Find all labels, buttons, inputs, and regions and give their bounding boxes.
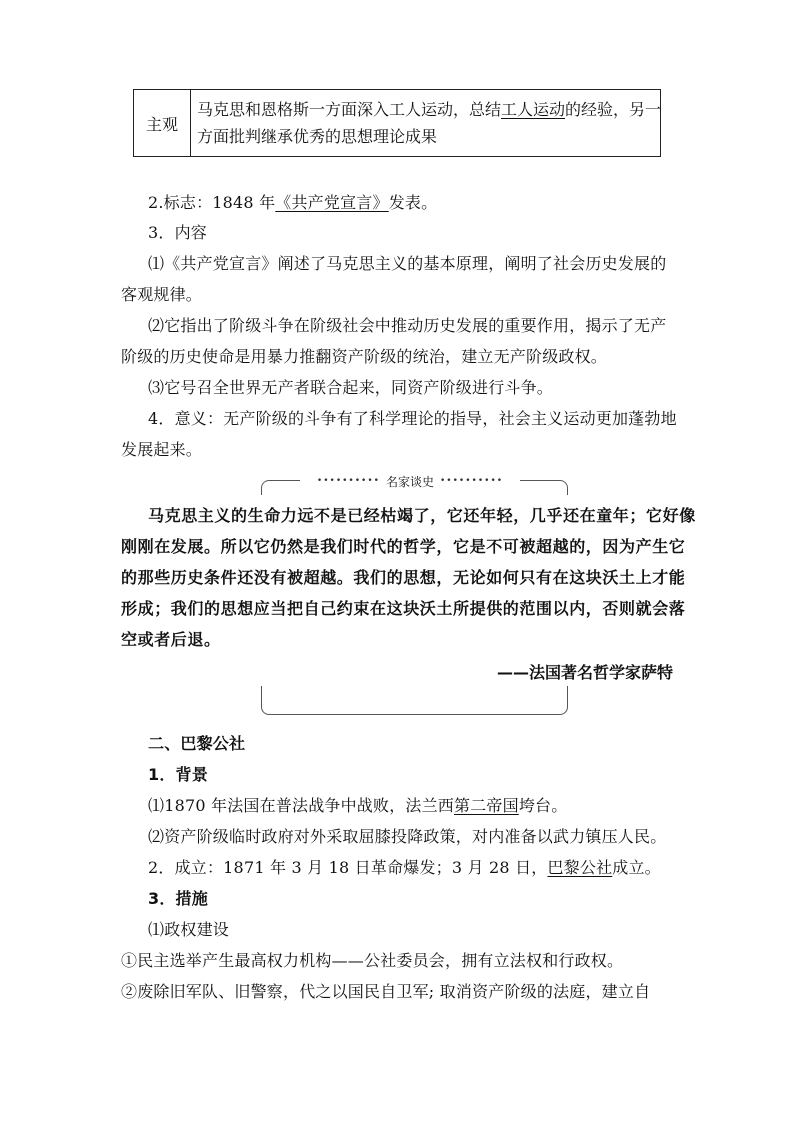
table-divider (190, 90, 191, 156)
item-3-heading: 3．内容 (148, 223, 207, 242)
content-table (133, 89, 661, 157)
content-p2-line2: 阶级的历史使命是用暴力推翻资产阶级的统治，建立无产阶级政权。 (121, 347, 608, 366)
background-item-2: ⑵资产阶级临时政府对外采取屈膝投降政策，对内准备以武力镇压人民。 (148, 827, 667, 846)
quote-line-2: 刚刚在发展。所以它仍然是我们时代的哲学，它是不可被超越的，因为产生它 (121, 537, 686, 556)
measures-item-1: ⑴政权建设 (148, 920, 230, 939)
dotted-ornament-right-icon: •••••••••• (440, 476, 504, 486)
quote-box-header (300, 472, 520, 490)
table-text-line2: 方面批判继承优秀的思想理论成果 (197, 127, 438, 146)
quote-line-4: 形成；我们的思想应当把自己约束在这块沃土所提供的范围以内，否则就会落 (121, 599, 686, 618)
table-label: 主观 (145, 115, 178, 134)
measures-item-1b: ②废除旧军队、旧警察，代之以国民自卫军; 取消资产阶级的法庭，建立自 (121, 982, 651, 1001)
content-p3: ⑶它号召全世界无产者联合起来，同资产阶级进行斗争。 (148, 378, 554, 397)
item-2-marker: 2.标志：1848 年《共产党宣言》发表。 (148, 193, 438, 212)
item-4-line1: 4．意义：无产阶级的斗争有了科学理论的指导，社会主义运动更加蓬勃地 (148, 409, 677, 428)
content-p1-line1: ⑴《共产党宣言》阐述了马克思主义的基本原理，阐明了社会历史发展的 (148, 254, 667, 273)
quote-line-3: 的那些历史条件还没有被超越。我们的思想，无论如何只有在这块沃土上才能 (121, 568, 686, 587)
quote-line-5: 空或者后退。 (121, 630, 221, 649)
content-p2-line1: ⑵它指出了阶级斗争在阶级社会中推动历史发展的重要作用，揭示了无产 (148, 316, 667, 335)
quote-box-title: 名家谈史 (385, 474, 434, 489)
quote-line-1: 马克思主义的生命力远不是已经枯竭了，它还年轻，几乎还在童年；它好像 (148, 506, 696, 525)
measures-item-1a: ①民主选举产生最高权力机构——公社委员会，拥有立法权和行政权。 (121, 951, 624, 970)
dotted-ornament-left-icon: •••••••••• (316, 476, 380, 486)
founding-item: 2．成立：1871 年 3 月 18 日革命爆发；3 月 28 日，巴黎公社成立。 (148, 858, 661, 877)
item-4-line2: 发展起来。 (121, 440, 203, 459)
quote-box-bottom-border (261, 686, 568, 715)
background-item-1: ⑴1870 年法国在普法战争中战败，法兰西第二帝国垮台。 (148, 796, 568, 815)
sub-heading-measures: 3．措施 (148, 889, 208, 908)
table-text-line1: 马克思和恩格斯一方面深入工人运动，总结工人运动的经验，另一 (197, 100, 662, 119)
section-2-heading: 二、巴黎公社 (148, 734, 246, 753)
sub-heading-background: 1．背景 (148, 765, 208, 784)
content-p1-line2: 客观规律。 (121, 285, 203, 304)
quote-attribution: ——法国著名哲学家萨特 (496, 663, 673, 682)
